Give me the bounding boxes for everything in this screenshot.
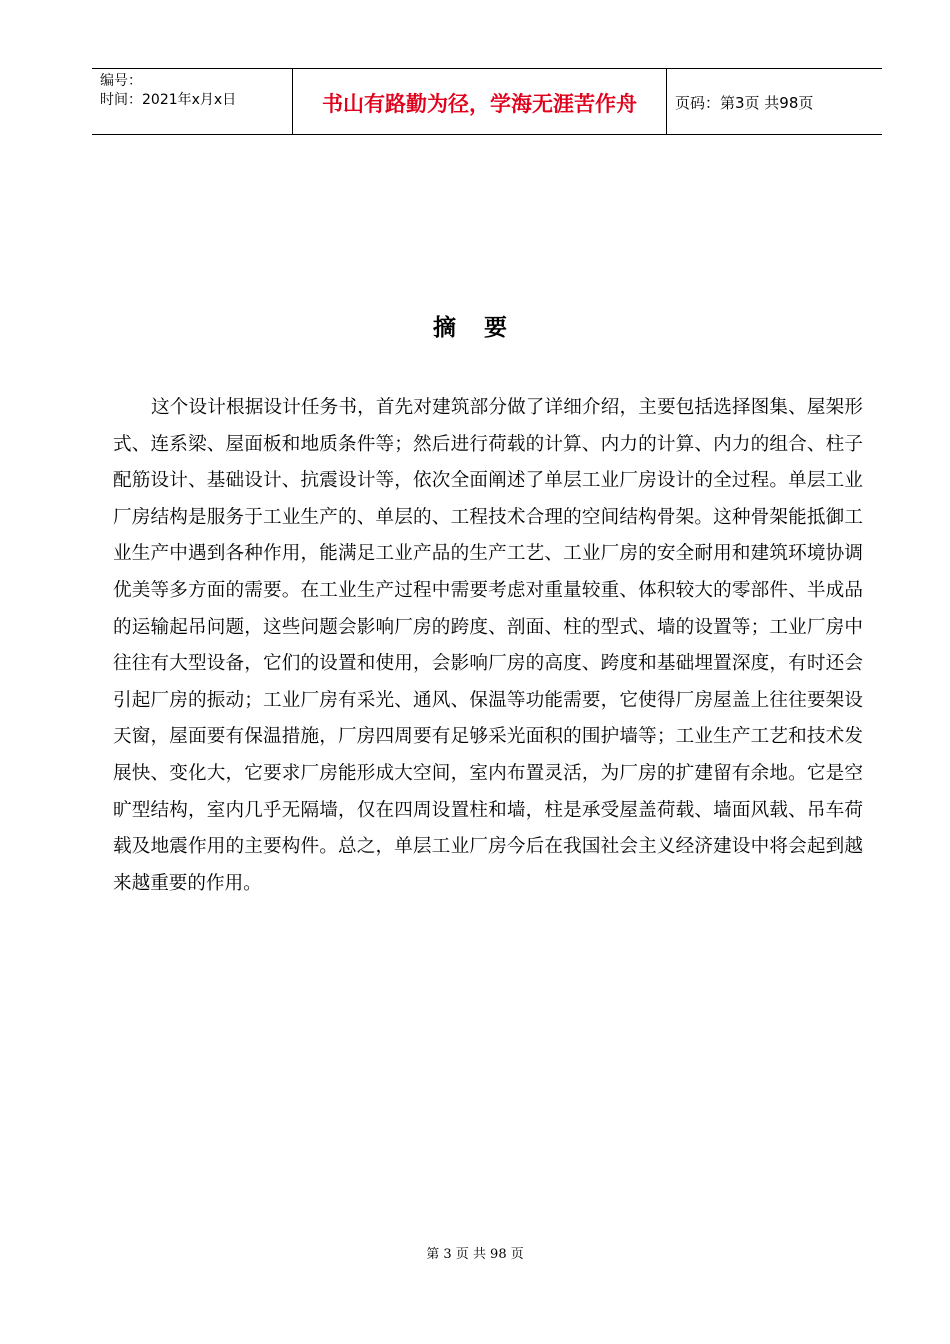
- header-page-cell: [667, 69, 882, 134]
- header-meta-cell: [92, 69, 293, 134]
- header-page-info: 页码：第3页 共98页: [675, 94, 814, 112]
- page-footer: 第 3 页 共 98 页: [426, 1247, 524, 1262]
- header-motto: 书山有路勤为径，学海无涯苦作舟: [322, 92, 637, 116]
- header-motto-cell: [293, 69, 667, 134]
- page-header: [92, 68, 882, 135]
- abstract-paragraph: 这个设计根据设计任务书，首先对建筑部分做了详细介绍，主要包括选择图集、屋架形式、连系梁、屋面板和地质条件等；然后进行荷载的计算、内力的计算、内力的组合、柱子配筋设计、基础设计、抗震设计等，依次全面阐述了单层工业厂房设计的全过程。单层工业厂房结构是服务于工业生产的、单层的、工程技术合理的空间结构骨架。这种骨架能抵御工业生产中遇到各种作用，能满足工业产品的生产工艺、工业厂房的安全耐用和建筑环境协调优美等多方面的需要。在工业生产过程中需要考虑对重量较重、体积较大的零部件、半成品的运输起吊问题，这些问题会影响厂房的跨度、剖面、柱的型式、墙的设置等；工业厂房中往往有大型设备，它们的设置和使用，会影响厂房的高度、跨度和基础埋置深度，有时还会引起厂房的振动；工业厂房有采光、通风、保温等功能需要，它使得厂房屋盖上往往要架设天窗，屋面要有保温措施，厂房四周要有足够采光面积的围护墙等；工业生产工艺和技术发展快、变化大，它要求厂房能形成大空间，室内布置灵活，为厂房的扩建留有余地。它是空旷型结构，室内几乎无隔墙，仅在四周设置柱和墙，柱是承受屋盖荷载、墙面风载、吊车荷载及地震作用的主要构件。总之，单层工业厂房今后在我国社会主义经济建设中将会起到越来越重要的作用。: [113, 397, 863, 894]
- document-number-label: 编号：: [100, 73, 142, 89]
- abstract-title: 摘 要: [432, 315, 517, 341]
- document-date: 时间：2021年x月x日: [100, 92, 237, 108]
